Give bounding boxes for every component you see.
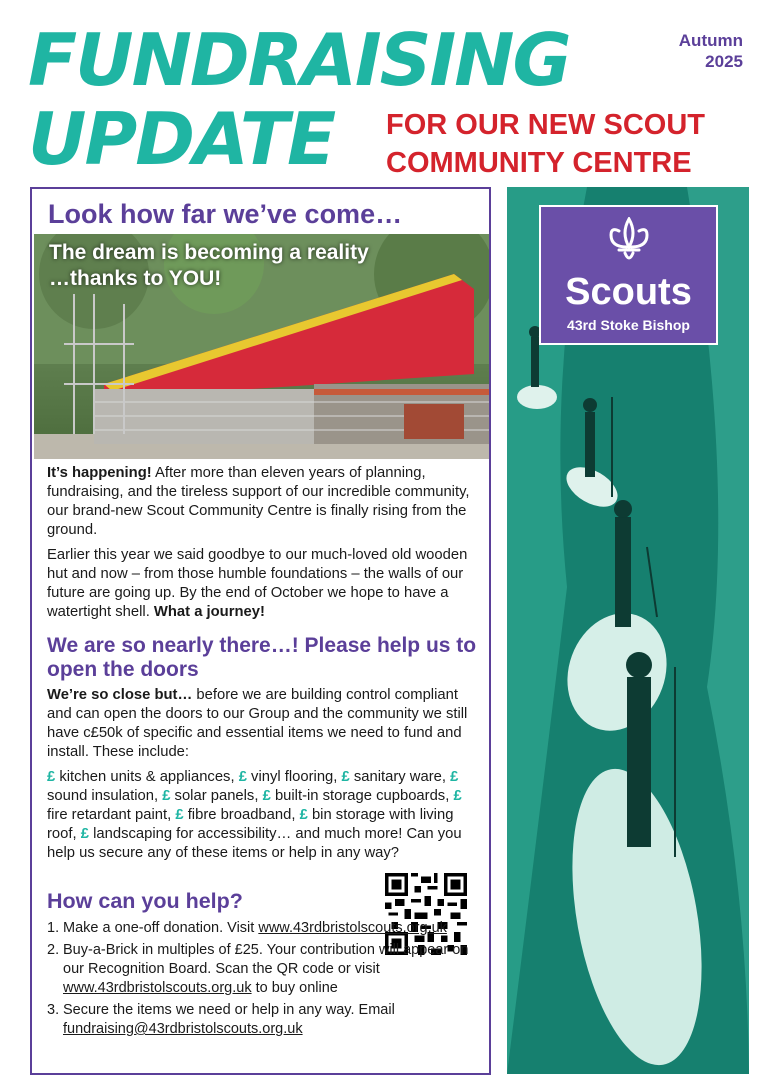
scouts-logo (539, 205, 718, 345)
subtitle-line-1: FOR OUR NEW SCOUT (386, 109, 705, 141)
list-item: fibre broadband, (187, 807, 296, 823)
step-buy-a-brick (47, 941, 479, 998)
photo-caption-2: …thanks to YOU! (49, 267, 222, 290)
pound-icon: £ (341, 769, 350, 785)
paragraph-happening (47, 464, 479, 540)
pound-icon: £ (450, 769, 459, 785)
step-text (63, 941, 479, 998)
text-journey: Earlier this year we said goodbye to our much-loved old wooden hut and now – from those humble foundations – the walls of our future are going up. By the end of October we hope to have a watertight shell. (47, 547, 468, 620)
logo-group-name: 43rd Stoke Bishop (567, 317, 690, 333)
list-item: kitchen units & appliances, (59, 769, 235, 785)
construction-photo (34, 234, 489, 459)
season-name: Autumn (678, 31, 743, 50)
tail-journey: What a journey! (153, 604, 265, 620)
list-item: solar panels, (174, 788, 259, 804)
donate-link[interactable]: www.43rdbristolscouts.org.uk (258, 920, 447, 936)
step-number: 2. (47, 942, 60, 958)
heading-how-help: How can you help? (47, 889, 243, 913)
pound-icon: £ (238, 769, 247, 785)
items-closing: and much more! Can you help us secure any of these items or help in any way? (47, 826, 462, 861)
heading-how-far: Look how far we’ve come… (48, 199, 403, 229)
step-donate (47, 919, 479, 938)
lead-so-close: We’re so close but… (47, 687, 193, 703)
step-secure-items (47, 1001, 479, 1039)
list-item: landscaping for accessibility… (93, 826, 292, 842)
pound-icon: £ (299, 807, 308, 823)
list-item: sanitary ware, (353, 769, 446, 785)
paragraph-journey (47, 546, 479, 622)
step-text-tail: to buy online (251, 980, 338, 996)
items-list (47, 768, 479, 863)
list-item: vinyl flooring, (251, 769, 338, 785)
title-fundraising: FUNDRAISING (28, 18, 570, 102)
list-item: sound insulation, (47, 788, 159, 804)
pound-icon: £ (175, 807, 184, 823)
fleur-de-lis-icon (607, 217, 651, 267)
logo-wordmark: Scouts (565, 271, 692, 313)
step-text (63, 1001, 479, 1039)
pound-icon: £ (162, 788, 171, 804)
update-panel (30, 187, 491, 1075)
photo-caption-1: The dream is becoming a reality (49, 241, 369, 264)
step-text-body: Make a one-off donation. Visit (63, 920, 259, 936)
email-link[interactable]: fundraising@43rdbristolscouts.org.uk (63, 1021, 303, 1037)
paragraph-so-close (47, 686, 479, 762)
step-number: 3. (47, 1002, 60, 1018)
issue-season (679, 30, 743, 72)
heading-nearly-there: We are so nearly there…! Please help us to open the doors (47, 634, 477, 681)
pound-icon: £ (80, 826, 89, 842)
list-item: fire retardant paint, (47, 807, 172, 823)
step-text-body: Buy-a-Brick in multiples of £25. Your contribution will appear on our Recognition Board. Scan the QR code or visit (63, 942, 469, 977)
title-update: UPDATE (28, 97, 335, 181)
pound-icon: £ (453, 788, 462, 804)
step-number: 1. (47, 920, 60, 936)
list-item: built-in storage cupboards, (274, 788, 450, 804)
step-text-body: Secure the items we need or help in any way. Email (63, 1002, 395, 1018)
pound-icon: £ (47, 769, 56, 785)
help-steps (47, 919, 479, 1042)
list-item: bin storage with living roof, (47, 807, 454, 842)
text-so-close: before we are building control compliant and can open the doors to our Group and the community we still have c£50k of specific and essential items we need to fund and install. These include: (47, 687, 468, 760)
step-text (63, 919, 447, 938)
masthead (0, 0, 775, 185)
subtitle-line-2: COMMUNITY CENTRE (386, 147, 692, 179)
pound-icon: £ (262, 788, 271, 804)
season-year: 2025 (705, 52, 743, 71)
text-happening: After more than eleven years of planning, fundraising, and the tireless support of our incredible community, our brand-new Scout Community Centre is finally rising from the ground. (47, 465, 470, 538)
lead-happening: It’s happening! (47, 465, 152, 481)
buy-a-brick-link[interactable]: www.43rdbristolscouts.org.uk (63, 980, 252, 996)
